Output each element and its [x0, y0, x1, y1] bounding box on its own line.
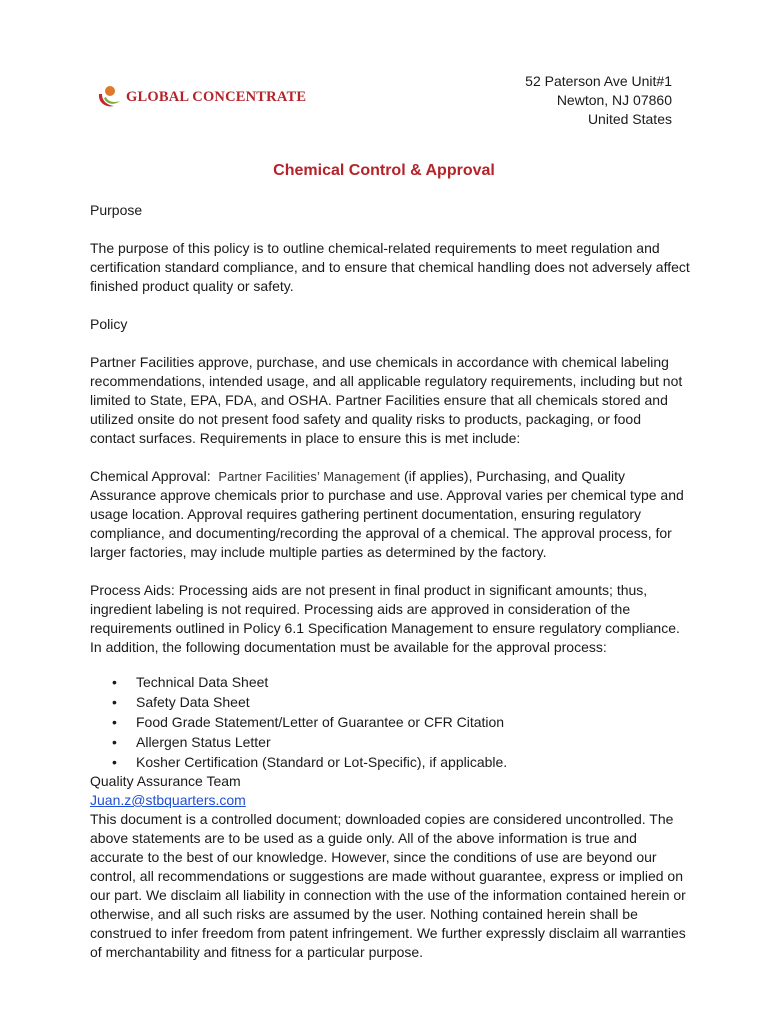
logo-swirl-icon [96, 84, 122, 110]
address-line: Newton, NJ 07860 [556, 92, 672, 108]
process-aids-paragraph: Process Aids: Processing aids are not present in final product in significant amounts; thus, ingredient labeling is not required. Processing aids are approved in consideration of the requirements outlined in Policy 6.1 Specification Management to ensure regulatory compliance. In addition, the following documentation must be available for the approval process: [90, 582, 680, 655]
document-body [90, 201, 690, 962]
chemical-approval-paragraph [90, 467, 690, 562]
purpose-paragraph: The purpose of this policy is to outline chemical-related requirements to meet regulation and certification standard compliance, and to ensure that chemical handling does not adversely affect finished product quality or safety. [90, 240, 690, 294]
document-title: Chemical Control & Approval [273, 162, 495, 179]
company-logo [96, 84, 306, 110]
purpose-heading: Purpose [90, 202, 143, 218]
team-name: Quality Assurance Team [90, 773, 241, 789]
approval-text: (if applies), Purchasing, and Quality Assurance approve chemicals prior to purchase and use. Approval varies per chemical type and usage location. Approval requires gathering pertinent documentation, ensuring regulatory compliance, and documenting/recording the approval of a chemical. The approval process, for larger factories, may include multiple parties as determined by the factory. [90, 468, 684, 560]
disclaimer-paragraph: This document is a controlled document; downloaded copies are considered uncontrolled. The above statements are to be used as a guide only. All of the above information is true and accurate to the best of our knowledge. However, since the conditions of use are beyond our control, all recommendations or suggestions are made without guarantee, express or implied on our part. We disclaim all liability in connection with the use of the information contained herein or otherwise, and all such risks are assumed by the user. Nothing contained herein shall be construed to infer freedom from patent infringement. We further expressly disclaim all warranties of merchantability and fitness for a particular purpose. [90, 811, 686, 960]
list-item: • Safety Data Sheet [90, 692, 690, 712]
required-documents-list [90, 672, 690, 772]
approval-label: Chemical Approval: [90, 468, 211, 484]
list-item: • Technical Data Sheet [90, 672, 690, 692]
address-line: United States [587, 111, 672, 127]
list-item: • Allergen Status Letter [90, 732, 690, 752]
logo-text: GLOBAL CONCENTRATE [126, 88, 307, 105]
approval-management: Partner Facilities’ Management [218, 469, 401, 484]
policy-paragraph: Partner Facilities approve, purchase, and use chemicals in accordance with chemical labeling recommendations, intended usage, and all applicable regulatory requirements, including but not limited to State, EPA, FDA, and OSHA. Partner Facilities ensure that all chemicals stored and utilized onsite do not present food safety and quality risks to products, packaging, or food contact surfaces. Requirements in place to ensure this is met include: [90, 354, 683, 446]
list-item: • Kosher Certification (Standard or Lot-Specific), if applicable. [90, 752, 690, 772]
list-item: • Food Grade Statement/Letter of Guarantee or CFR Citation [90, 712, 690, 732]
policy-heading: Policy [90, 316, 128, 332]
contact-email-link[interactable]: Juan.z@stbquarters.com [90, 792, 246, 808]
address-line: 52 Paterson Ave Unit#1 [525, 73, 672, 89]
company-address [525, 72, 672, 129]
